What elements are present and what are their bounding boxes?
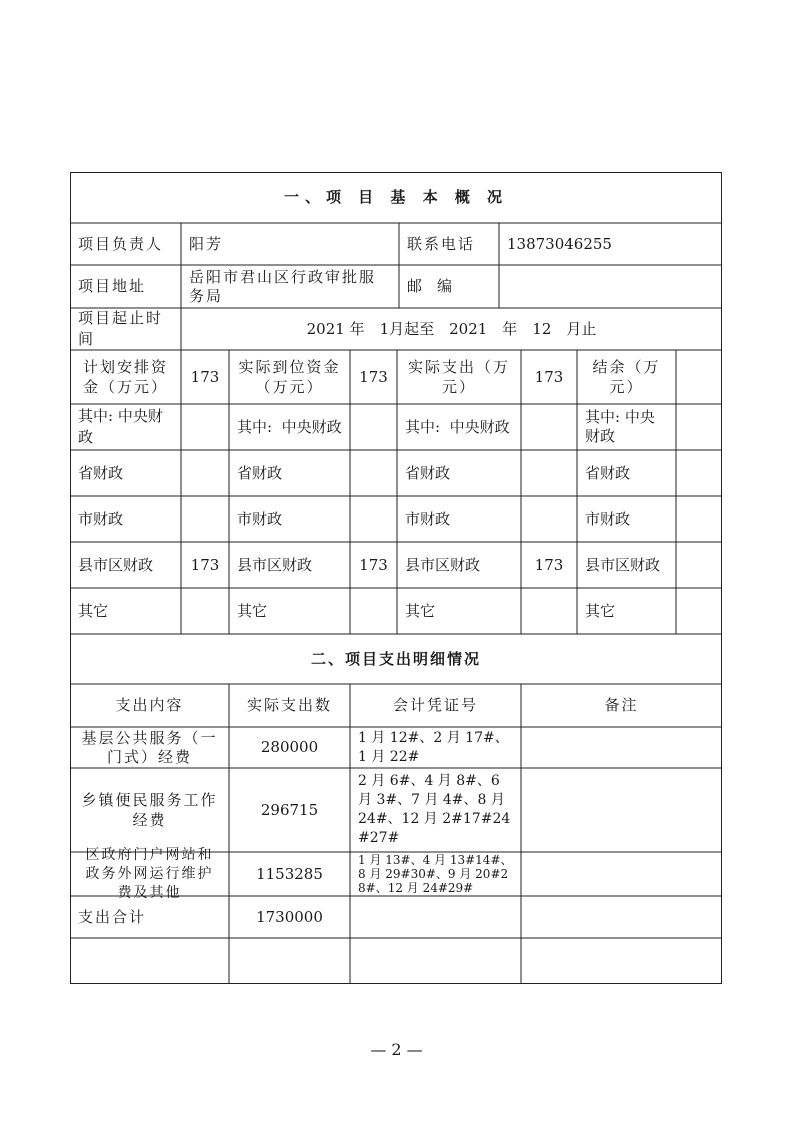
page-number: — 2 — xyxy=(370,1040,423,1059)
expense-row-1-voucher: 1 月 12#、2 月 17#、1 月 22# xyxy=(358,729,509,765)
expense-total-note xyxy=(521,896,722,938)
expense-row-1-content: 基层公共服务（一门式）经费 xyxy=(81,728,218,766)
period-value: 2021 年 1月起至 2021 年 12 月止 xyxy=(306,319,597,338)
funds-county-value-4 xyxy=(676,542,722,588)
funds-province-label-3: 省财政 xyxy=(405,463,451,482)
funds-central-label-1: 其中: 中央财政 xyxy=(78,407,163,446)
funds-balance-label: 结余（万元） xyxy=(592,358,661,396)
funds-province-value-1 xyxy=(181,450,229,496)
funds-central-label-4: 其中: 中央财政 xyxy=(585,408,655,445)
expense-row-1-note xyxy=(521,727,722,768)
funds-city-label-3: 市财政 xyxy=(405,509,451,528)
funds-province-label-2: 省财政 xyxy=(237,463,283,482)
funds-other-value-4 xyxy=(676,588,722,634)
expense-empty-voucher xyxy=(350,938,521,984)
funds-central-label-2: 其中: 中央财政 xyxy=(237,417,342,436)
funds-city-label-2: 市财政 xyxy=(237,509,283,528)
project-report-table xyxy=(70,172,722,984)
funds-balance-value xyxy=(676,350,722,404)
funds-other-label-1: 其它 xyxy=(78,601,109,620)
postcode-value xyxy=(499,265,722,308)
funds-city-label-1: 市财政 xyxy=(78,509,124,528)
funds-province-value-2 xyxy=(350,450,397,496)
expense-row-3-note xyxy=(521,852,722,896)
funds-other-label-4: 其它 xyxy=(585,601,616,620)
section1-heading: 一、项 目 基 本 概 况 xyxy=(283,188,509,206)
funds-county-value-1: 173 xyxy=(190,555,220,574)
expense-col-content: 支出内容 xyxy=(115,696,184,714)
funds-central-value-2 xyxy=(350,404,397,450)
funds-other-label-3: 其它 xyxy=(405,601,436,620)
funds-city-value-2 xyxy=(350,496,397,542)
funds-spent-value: 173 xyxy=(534,367,564,386)
expense-row-2-amount: 296715 xyxy=(260,800,319,819)
expense-empty-content xyxy=(70,938,229,984)
funds-city-value-4 xyxy=(676,496,722,542)
funds-county-value-2: 173 xyxy=(359,555,388,574)
expense-empty-amount xyxy=(229,938,350,984)
period-label: 项目起止时间 xyxy=(78,309,164,348)
funds-province-value-4 xyxy=(676,450,722,496)
leader-value: 阳芳 xyxy=(189,234,224,253)
postcode-label: 邮 编 xyxy=(407,277,453,295)
section2-heading: 二、项目支出明细情况 xyxy=(310,649,481,668)
address-label: 项目地址 xyxy=(78,277,147,295)
funds-other-value-3 xyxy=(521,588,577,634)
expense-col-note: 备注 xyxy=(604,696,639,714)
expense-total-voucher xyxy=(350,896,521,938)
expense-row-2-voucher: 2 月 6#、4 月 8#、6 月 3#、7 月 4#、8 月 24#、12 月 2#17#24#27# xyxy=(358,773,511,846)
address-value: 岳阳市君山区行政审批服务局 xyxy=(189,267,377,305)
funds-received-label: 实际到位资金（万元） xyxy=(238,358,341,396)
expense-total-amount: 1730000 xyxy=(256,907,323,926)
phone-label: 联系电话 xyxy=(407,234,476,253)
funds-central-label-3: 其中: 中央财政 xyxy=(405,417,510,436)
expense-row-3-voucher: 1 月 13#、4 月 13#14#、8 月 29#30#、9 月 20#28#、12 月 24#29# xyxy=(358,853,513,895)
funds-other-label-2: 其它 xyxy=(237,601,268,620)
funds-county-value-3: 173 xyxy=(534,555,564,574)
expense-row-3-content: 区政府门户网站和政务外网运行维护费及其他 xyxy=(85,846,214,901)
leader-label: 项目负责人 xyxy=(78,234,164,253)
expense-row-2-note xyxy=(521,768,722,852)
funds-other-value-1 xyxy=(181,588,229,634)
funds-other-value-2 xyxy=(350,588,397,634)
funds-spent-label: 实际支出（万元） xyxy=(407,358,510,396)
funds-city-value-1 xyxy=(181,496,229,542)
funds-county-label-2: 县市区财政 xyxy=(237,555,313,574)
funds-central-value-1 xyxy=(181,404,229,450)
funds-received-value: 173 xyxy=(359,367,388,386)
funds-province-label-4: 省财政 xyxy=(585,463,631,482)
funds-planned-label: 计划安排资金（万元） xyxy=(82,358,168,396)
funds-city-value-3 xyxy=(521,496,577,542)
funds-central-value-3 xyxy=(521,404,577,450)
funds-county-label-3: 县市区财政 xyxy=(405,555,481,574)
phone-value: 13873046255 xyxy=(507,234,612,253)
funds-city-label-4: 市财政 xyxy=(585,509,631,528)
funds-province-label-1: 省财政 xyxy=(78,463,124,482)
funds-county-label-1: 县市区财政 xyxy=(78,555,154,574)
expense-col-voucher: 会计凭证号 xyxy=(392,696,478,714)
funds-planned-value: 173 xyxy=(190,367,220,386)
funds-province-value-3 xyxy=(521,450,577,496)
expense-empty-note xyxy=(521,938,722,984)
expense-total-label: 支出合计 xyxy=(78,907,147,926)
expense-row-3-amount: 1153285 xyxy=(256,864,323,883)
funds-county-label-4: 县市区财政 xyxy=(585,555,661,574)
expense-row-2-content: 乡镇便民服务工作经费 xyxy=(81,791,218,829)
expense-row-1-amount: 280000 xyxy=(260,738,319,756)
expense-col-amount: 实际支出数 xyxy=(246,696,332,714)
funds-central-value-4 xyxy=(676,404,722,450)
